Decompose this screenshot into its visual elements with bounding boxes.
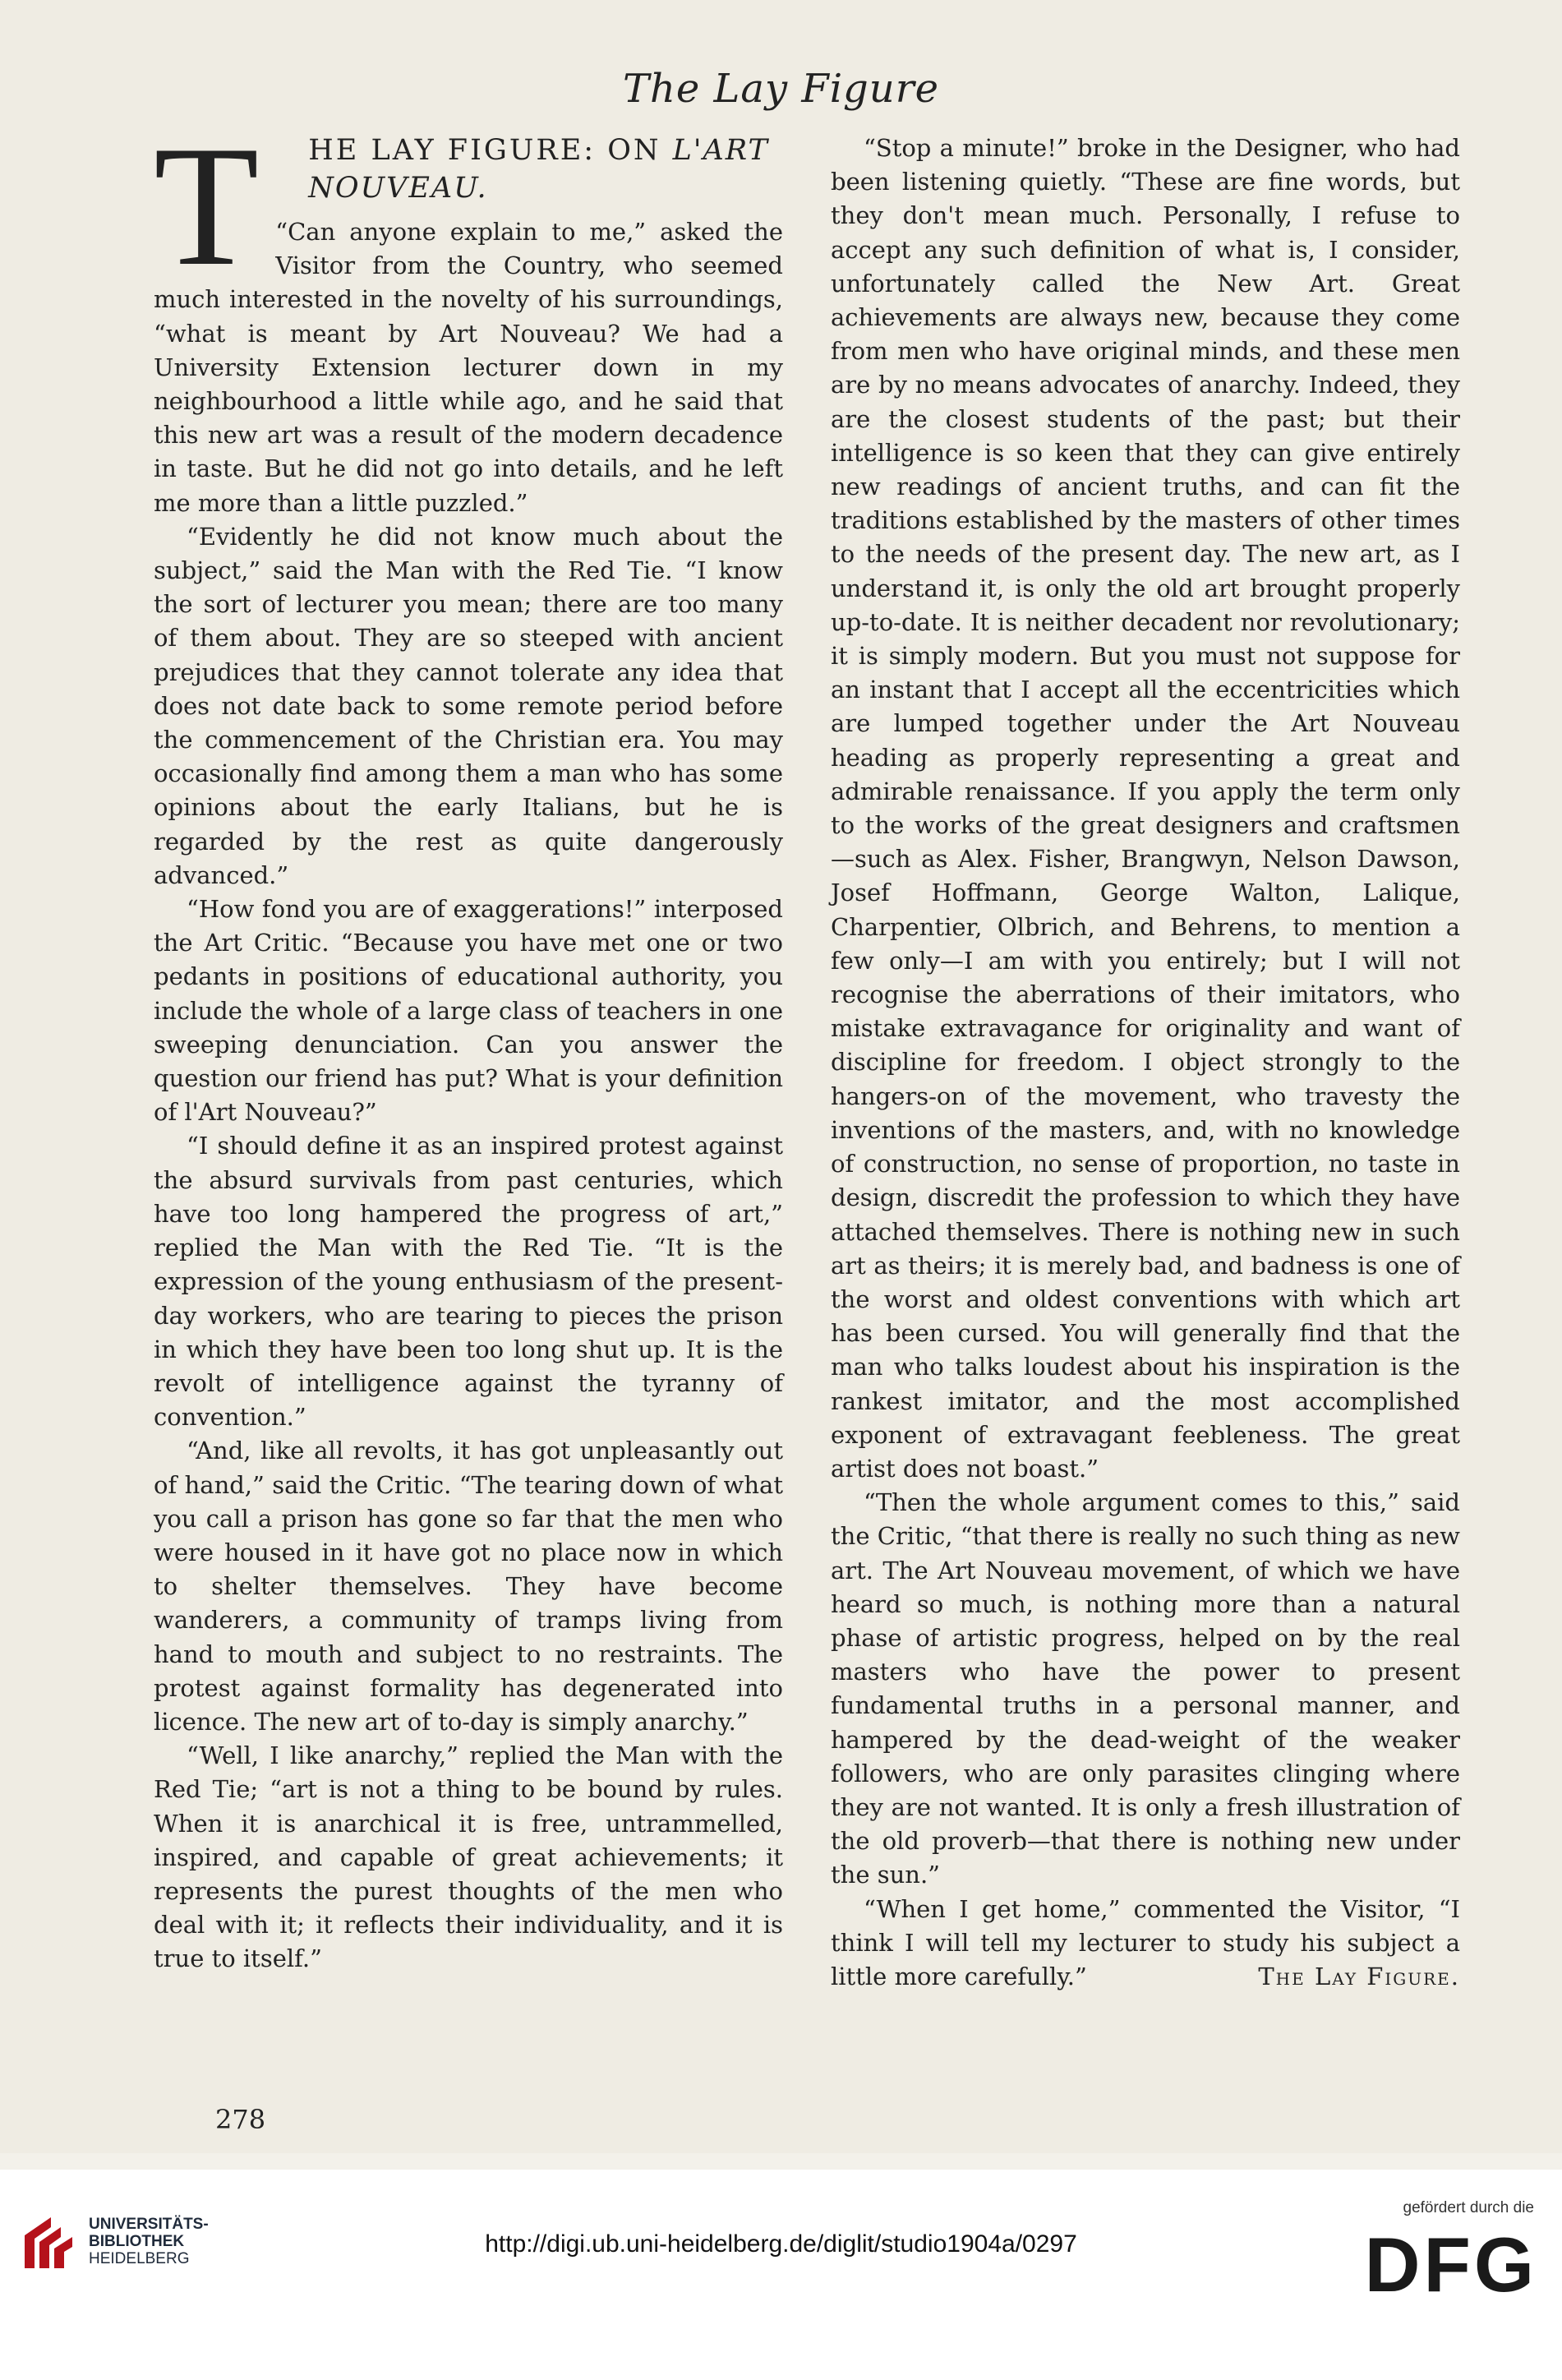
running-title: The Lay Figure xyxy=(622,66,940,112)
article-title-italic: L'ART xyxy=(672,134,769,167)
library-line-3: HEIDELBERG xyxy=(89,2250,190,2267)
source-url-link[interactable]: http://digi.ub.uni-heidelberg.de/diglit/studio1904a/0297 xyxy=(485,2230,1077,2258)
signature: The Lay Figure. xyxy=(1258,1962,1460,1990)
left-column xyxy=(154,111,783,1976)
drop-cap: T xyxy=(154,111,260,302)
paragraph: “Stop a minute!” broke in the Designer, who had been listening quietly. “These are fine words, but they don't mean much. Personally, I refuse to accept any such definition of what is, I consider, unfortunately called the New Art. Great achievements are always new, because they come from men who have original minds, and these men are by no means advocates of anarchy. Indeed, they are the closest students of the past; but their intelligence is so keen that they can give entirely new readings of ancient truths, and can fit the traditions established by the masters of other times to the needs of the present day. The new art, as I understand it, is only the old art brought properly up-to-date. It is neither decadent nor revolutionary; it is simply modern. But you must not suppose for an instant that I accept all the eccentricities which are lumped together under the Art Nouveau heading as properly representing a great and admirable renaissance. If you apply the term only to the works of the great designers and craftsmen—such as Alex. Fisher, Brangwyn, Nelson Dawson, Josef Hoffmann, George Walton, Lalique, Charpentier, Olbrich, and Behrens, to mention a few only—I am with you entirely; but I will not recognise the aberrations of their imitators, who mistake extravagance for originality and want of discipline for freedom. I object strongly to the hangers-on of the movement, who travesty the inventions of the masters, and, with no knowledge of construction, no sense of proportion, no taste in design, discredit the profession to which they have attached themselves. There is nothing new in such art as theirs; it is merely bad, and badness is one of the worst and oldest conventions with which art has been cursed. You will generally find that the man who talks loudest about his inspiration is the rankest imitator, and the most accomplished exponent of extravagant feebleness. The great artist does not boast.” xyxy=(831,134,1460,1483)
paragraph: “Well, I like anarchy,” replied the Man with the Red Tie; “art is not a thing to be bound by rules. When it is anarchical it is free, untrammelled, inspired, and capable of great achievements; it represents the purest thoughts of the men who deal with it; it reflects their individuality, and it is true to itself.” xyxy=(154,1741,783,1973)
footer-bar xyxy=(0,2170,1562,2380)
paragraph: “I should define it as an inspired protest against the absurd survivals from past centuries, which have too long hampered the progress of art,” replied the Man with the Red Tie. “It is the expression of the young enthusiasm of the present-day workers, who are tearing to pieces the prison in which they have been too long shut up. It is the revolt of intelligence against the tyranny of convention.” xyxy=(154,1132,783,1432)
library-line-2: BIBLIOTHEK xyxy=(89,2233,185,2250)
library-line-1: UNIVERSITÄTS- xyxy=(89,2216,209,2233)
paragraph: “Evidently he did not know much about the subject,” said the Man with the Red Tie. “I know the sort of lecturer you mean; there are too many of them about. They are so steeped with ancient prejudices that they cannot tolerate any idea that does not date back to some remote period before the commencement of the Christian era. You may occasionally find among them a man who has some opinions about the early Italians, but he is regarded by the rest as quite dangerously advanced.” xyxy=(154,522,783,889)
paragraph: “Can anyone explain to me,” asked the Visitor from the Country, who seemed much interested in the novelty of his surroundings, “what is meant by Art Nouveau? We had a University Extension lecturer down in my neighbourhood a little while ago, and he said that this new art was a result of the modern decadence in taste. But he did not go into details, and he left me more than a little puzzled.” xyxy=(154,218,783,517)
paragraph: “How fond you are of exaggerations!” interposed the Art Critic. “Because you have met one or two pedants in positions of educational authority, you include the whole of a large class of teachers in one sweeping denunciation. Can you answer the question our friend has put? What is your definition of l'Art Nouveau?” xyxy=(154,895,783,1127)
paragraph xyxy=(831,1893,1460,1995)
article-title-italic-2: NOUVEAU. xyxy=(308,172,488,205)
funded-by-label: gefördert durch die xyxy=(1403,2199,1534,2216)
right-column xyxy=(831,131,1460,1994)
article-title-block xyxy=(154,111,783,520)
page-number: 278 xyxy=(215,2104,266,2135)
article-title-text: HE LAY FIGURE: ON xyxy=(308,134,673,167)
paragraph: “And, like all revolts, it has got unpleasantly out of hand,” said the Critic. “The tearing down of what you call a prison has gone so far that the men who were housed in it have got no place now in which to shelter themselves. They have become wanderers, a community of tramps living from hand to mouth and subject to no restraints. The protest against formality has degenerated into licence. The new art of to-day is simply anarchy.” xyxy=(154,1437,783,1736)
paragraph-text: “When I get home,” commented the Visitor, “I think I will tell my lecturer to study his subject a little more carefully.” xyxy=(831,1894,1460,1990)
paragraph: “Then the whole argument comes to this,” said the Critic, “that there is really no such thing as new art. The Art Nouveau movement, of which we have heard so much, is nothing more than a natural phase of artistic progress, helped on by the real masters who have the power to present fundamental truths in a personal manner, and hampered by the dead-weight of the weaker followers, who are only parasites clinging where they are not wanted. It is only a fresh illustration of the old proverb—that there is nothing new under the sun.” xyxy=(831,1488,1460,1889)
dfg-logo[interactable]: DFG xyxy=(1364,2221,1537,2308)
